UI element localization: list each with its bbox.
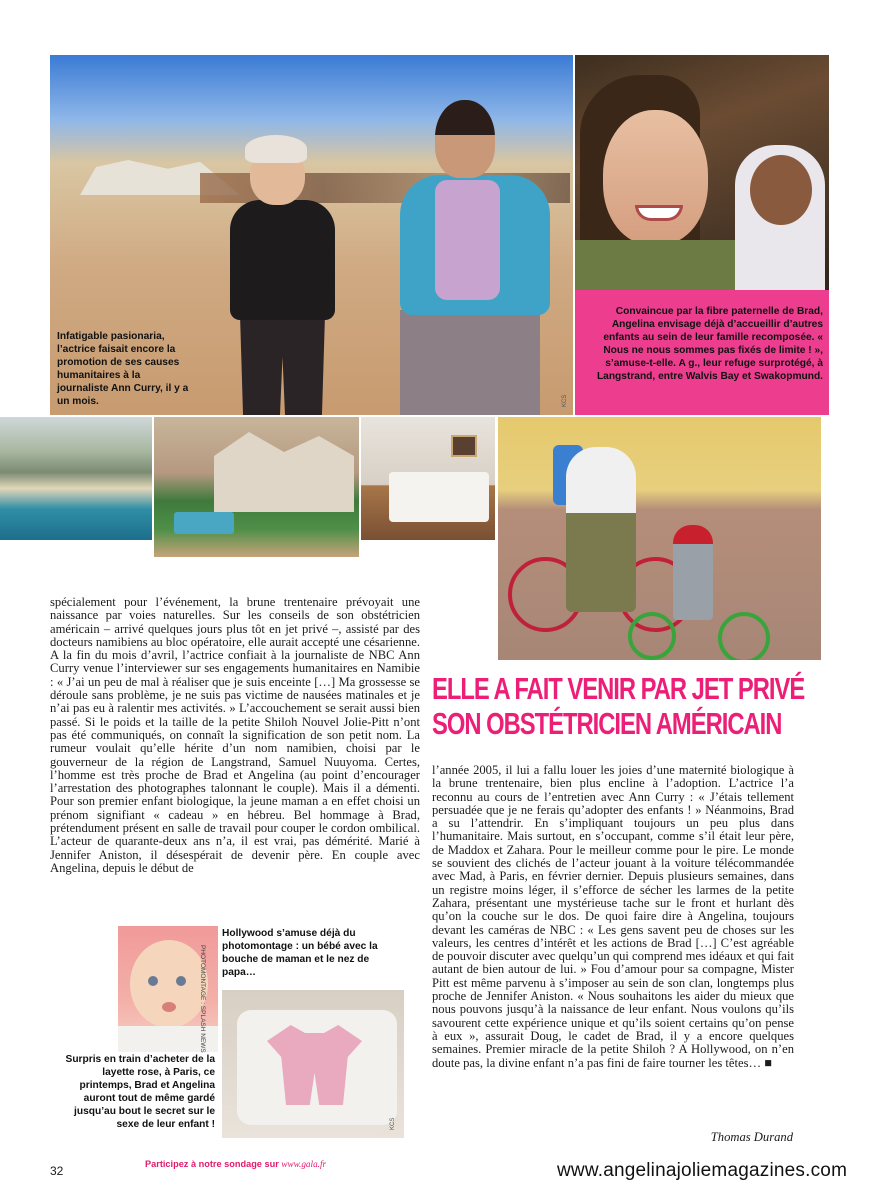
photo-coastline — [0, 417, 152, 540]
caption-angelina: Convaincue par la fibre paternelle de Brad, Angelina envisage déjà d’accueillir d’autres enfants au sein de leur famille recomposée. « Nous ne nous sommes pas fixés de limite ! », s’amuse-t-elle. A g., leur refuge surprotégé, à Langstrand, entre Walvis Bay et Swakopmund. — [596, 306, 823, 382]
article-headline — [432, 672, 805, 742]
headline-line-1: ELLE A FAIT VENIR PAR JET PRIVÉ — [432, 672, 805, 706]
photo-bike-ride — [498, 417, 821, 660]
headline-line-2: SON OBSTÉTRICIEN AMÉRICAIN — [432, 707, 782, 741]
author-signature: Thomas Durand — [710, 1130, 793, 1144]
caption-desert: Infatigable pasionaria, l’actrice faisait encore la promotion de ses causes humanitaires à la journaliste Ann Curry, il y a un mois. — [57, 331, 189, 407]
photo-layette — [222, 990, 404, 1138]
article-text-left: spécialement pour l’événement, la brune trentenaire prévoyait une naissance par voies naturelles. Sur les conseils de son obstétricien américain – arrivé quelques jours plus tôt en jet privé –, assisté par des docteurs namibiens au bloc opératoire, elle aurait accepté une césarienne. A la fin du mois d’avril, l’actrice confiait à la journaliste de NBC Ann Curry venue l’interviewer sur ses engagements humanitaires en Namibie : « J’ai un peu de mal à réaliser que je suis enceinte […] Ma grossesse se déroule sans problème, je ne suis pas victime de nausées matinales et je n’ai pas eu à ralentir mes activités. » L’accouchement se serait aussi bien passé. Si le poids et la taille de la petite Shiloh Nouvel Jolie-Pitt n’ont pas été communiqués, on connaît la signification de son petit nom. La rumeur voulait qu’elle hérite d’un nom namibien, choisi par le gouverneur de la région de Langstrand, Samuel Nuuyoma. Certes, l’homme est très proche de Brad et Angelina (au point d’encourager l’arrestation des photographes talonnant le couple). Mais il a démenti. Pour son premier enfant biologique, la jeune maman a en effet choisi un prénom signifiant « cadeau » en hébreu. Bel hommage à Brad, prétendument présent en salle de travail pour couper le cordon ombilical. L’acteur de quarante-deux ans n’a, il est vrai, pas démérité. Marié à Jennifer Aniston, il désespérait de devenir père. En couple avec Angelina, depuis le début de — [50, 595, 420, 875]
site-watermark: www.angelinajoliemagazines.com — [557, 1160, 848, 1181]
survey-url[interactable]: www.gala.fr — [281, 1159, 327, 1169]
survey-label: Participez à notre sondage sur — [145, 1159, 279, 1169]
photo-credit-layette: KCS — [390, 1117, 396, 1130]
article-text-right: l’année 2005, il lui a fallu louer les joies d’une maternité biologique à la brune trentenaire, bien plus encline à l’adoption. L’actrice l’a reconnu au cours de l’entretien avec Ann Curry : « J’étais tellement persuadée que je ne ferais qu’adopter des enfants ! » Néanmoins, Brad a su l’attendrir. En s’impliquant toujours un peu plus dans l’humanitaire. Mais surtout, en s’occupant, comme s’il était leur père, de Maddox et Zahara. Pour le meilleur comme pour le pire. Le monde se souvient des clichés de l’acteur jouant à la voiture télécommandée avec Mad, à Paris, en février dernier. Depuis plusieurs semaines, dans un registre moins léger, il s’efforce de sécher les larmes de la petite Zahara, présentant une mystérieuse tache sur le front et hurlant dès qu’on la couche sur le dos. De quoi faire dire à Angelina, toujours devant les caméras de NBC : « Les gens savent peu de choses sur les valeurs, les centres d’intérêt et les actions de Brad […] C’est agréable de pouvoir discuter avec quelqu’un qui comprend mes idéaux et qui fait autant de bien autour de lui. » Fou d’amour pour sa compagne, Mister Pitt est même parvenu à s’imposer au sein de son clan, longtemps plus proche de Jennifer Aniston. « Nous souhaitons les aider du mieux que nous pouvons jusqu’à la naissance de leur enfant. Nous voulons qu’ils savourent cette expérience unique et qu’ils soient certains qu’on pense à eux », assurait Doug, le cadet de Brad, il y a encore quelques semaines. Premier miracle de la petite Shiloh ? A Hollywood, on n’en doute pas, la divine enfant n’a pas fini de faire tourner les têtes… ■ — [432, 763, 794, 1070]
photo-bedroom — [361, 417, 495, 540]
survey-link[interactable] — [145, 1159, 326, 1169]
caption-baby: Hollywood s’amuse déjà du photomontage : un bébé avec la bouche de maman et le nez de papa… — [222, 928, 378, 978]
page-number: 32 — [50, 1164, 64, 1178]
photo-credit-desert: KCS — [562, 394, 568, 407]
article-column-right — [432, 764, 794, 1070]
photo-angelina-child — [575, 55, 829, 290]
photo-credit-baby: PHOTOMONTAGE : SPLASH NEWS — [199, 945, 206, 1053]
caption-layette: Surpris en train d’acheter de la layette rose, à Paris, ce printemps, Brad et Angelina auront tout de même gardé jusqu’au bout le secret sur le sexe de leur enfant ! — [65, 1054, 215, 1130]
article-column-left — [50, 596, 420, 875]
photo-villa — [154, 417, 359, 557]
